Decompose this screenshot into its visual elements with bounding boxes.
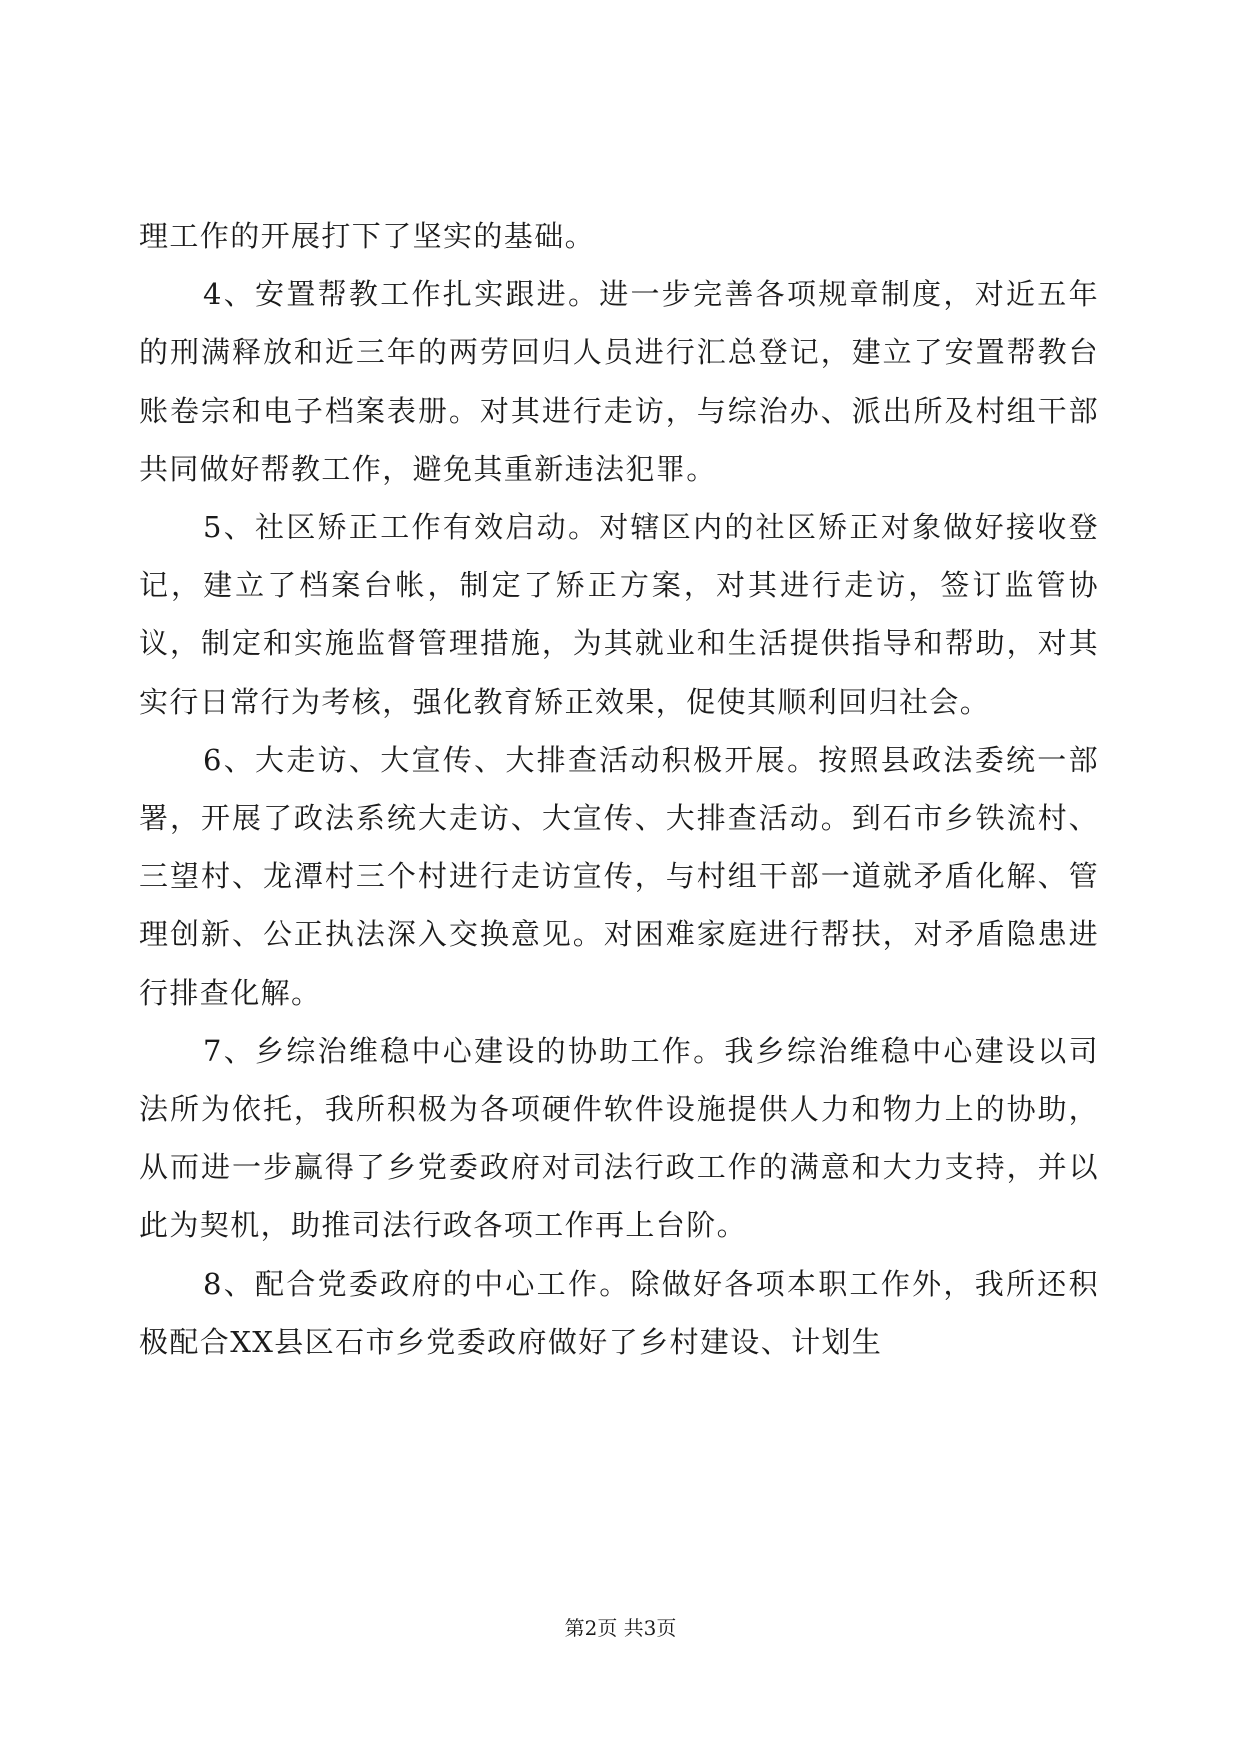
paragraph-6: 8、配合党委政府的中心工作。除做好各项本职工作外，我所还积极配合XX县区石市乡党委政府做好了乡村建设、计划生 bbox=[139, 1266, 1099, 1359]
paragraph-3: 5、社区矫正工作有效启动。对辖区内的社区矫正对象做好接收登记，建立了档案台帐，制定了矫正方案，对其进行走访，签订监管协议，制定和实施监督管理措施，为其就业和生活提供指导和帮助，对其实行日常行为考核，强化教育矫正效果，促使其顺利回归社会。 bbox=[139, 510, 1099, 719]
page-footer: 第2页 共3页 bbox=[564, 1616, 677, 1640]
paragraph-5: 7、乡综治维稳中心建设的协助工作。我乡综治维稳中心建设以司法所为依托，我所积极为各项硬件软件设施提供人力和物力上的协助，从而进一步赢得了乡党委政府对司法行政工作的满意和大力支持，并以此为契机，助推司法行政各项工作再上台阶。 bbox=[139, 1033, 1099, 1243]
paragraph-4: 6、大走访、大宣传、大排查活动积极开展。按照县政法委统一部署，开展了政法系统大走访、大宣传、大排查活动。到石市乡铁流村、三望村、龙潭村三个村进行走访宣传，与村组干部一道就矛盾化解、管理创新、公正执法深入交换意见。对困难家庭进行帮扶，对矛盾隐患进行排查化解。 bbox=[139, 742, 1099, 1010]
document-body bbox=[139, 207, 1099, 1371]
paragraph-2: 4、安置帮教工作扎实跟进。进一步完善各项规章制度，对近五年的刑满释放和近三年的两劳回归人员进行汇总登记，建立了安置帮教台账卷宗和电子档案表册。对其进行走访，与综治办、派出所及村组干部共同做好帮教工作，避免其重新违法犯罪。 bbox=[139, 277, 1099, 486]
paragraph-1: 理工作的开展打下了坚实的基础。 bbox=[139, 219, 596, 253]
